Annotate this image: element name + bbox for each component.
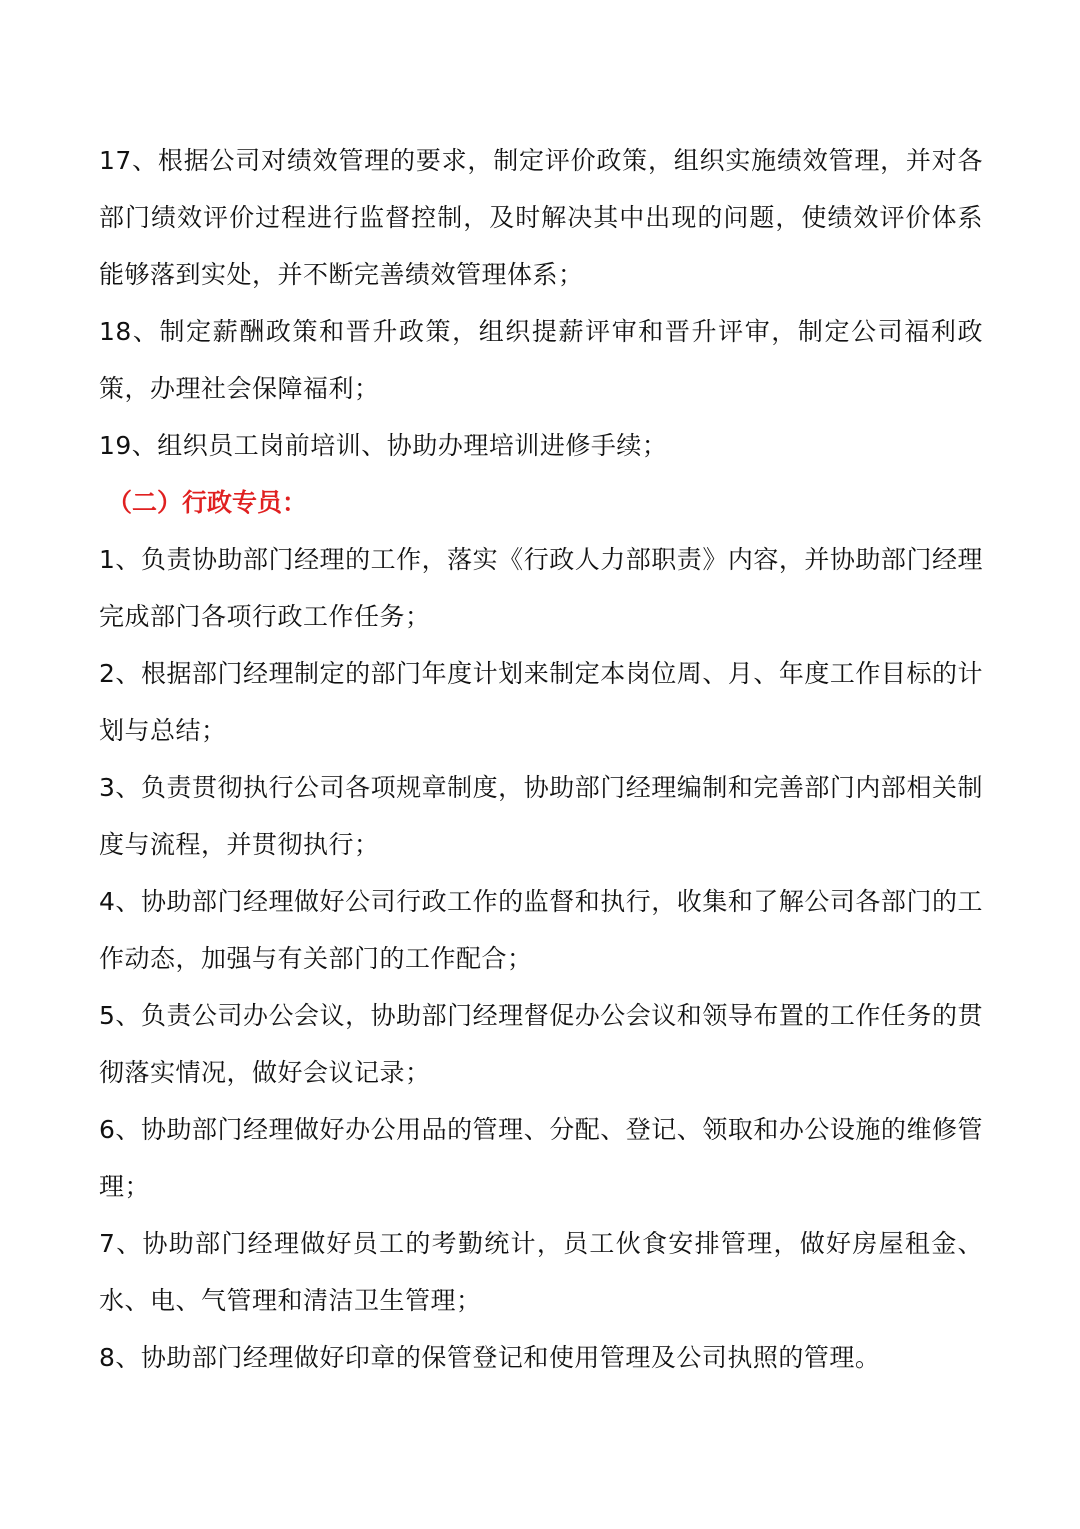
section-heading-admin-specialist: （二）行政专员： <box>107 488 308 517</box>
paragraph-admin-6: 6、协助部门经理做好办公用品的管理、分配、登记、领取和办公设施的维修管理； <box>99 1115 983 1201</box>
paragraph-admin-5: 5、负责公司办公会议，协助部门经理督促办公会议和领导布置的工作任务的贯彻落实情况，做好会议记录； <box>99 1001 983 1087</box>
paragraph-admin-1: 1、负责协助部门经理的工作，落实《行政人力部职责》内容，并协助部门经理完成部门各项行政工作任务； <box>99 545 983 631</box>
paragraph-admin-3: 3、负责贯彻执行公司各项规章制度，协助部门经理编制和完善部门内部相关制度与流程，并贯彻执行； <box>99 773 983 859</box>
paragraph-item-17: 17、根据公司对绩效管理的要求，制定评价政策，组织实施绩效管理，并对各部门绩效评价过程进行监督控制，及时解决其中出现的问题，使绩效评价体系能够落到实处，并不断完善绩效管理体系； <box>99 146 983 289</box>
paragraph-admin-7: 7、协助部门经理做好员工的考勤统计，员工伙食安排管理，做好房屋租金、水、电、气管理和清洁卫生管理； <box>99 1229 983 1315</box>
paragraph-item-19: 19、组织员工岗前培训、协助办理培训进修手续； <box>99 431 668 460</box>
paragraph-admin-8: 8、协助部门经理做好印章的保管登记和使用管理及公司执照的管理。 <box>99 1343 881 1372</box>
paragraph-item-18: 18、制定薪酬政策和晋升政策，组织提薪评审和晋升评审，制定公司福利政策，办理社会保障福利； <box>99 317 983 403</box>
document-page <box>99 132 983 1386</box>
paragraph-admin-2: 2、根据部门经理制定的部门年度计划来制定本岗位周、月、年度工作目标的计划与总结； <box>99 659 983 745</box>
paragraph-admin-4: 4、协助部门经理做好公司行政工作的监督和执行，收集和了解公司各部门的工作动态，加强与有关部门的工作配合； <box>99 887 983 973</box>
